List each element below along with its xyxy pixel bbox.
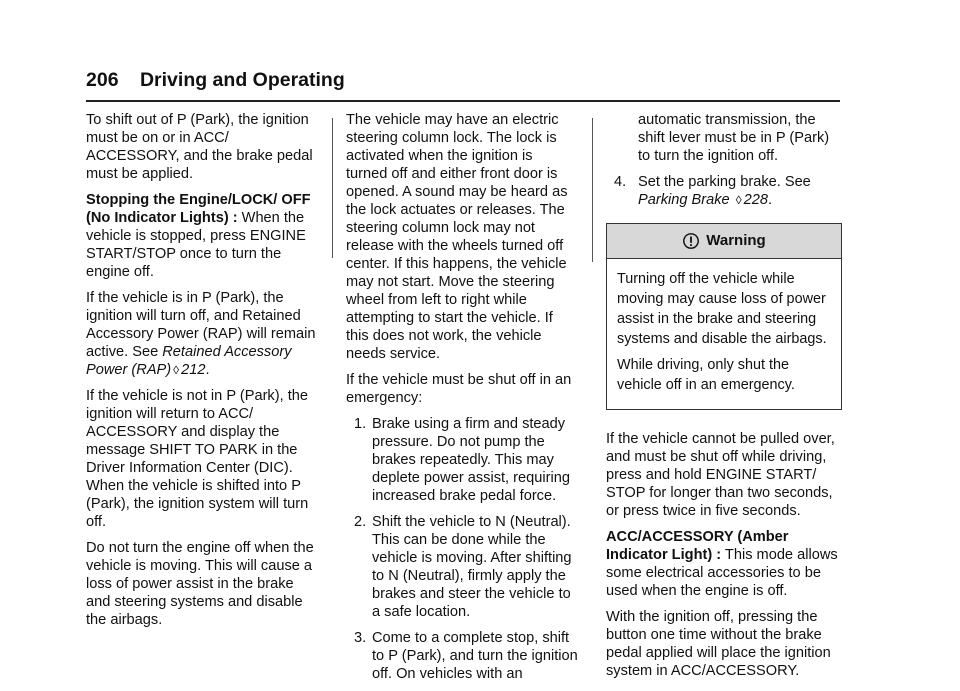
- warning-text: While driving, only shut the vehicle off in an emergency.: [617, 357, 795, 393]
- paragraph: The vehicle may have an electric steering column lock. The lock is activated when the ignition is turned off and either front door is opened. A sound may be heard as the lock actuates or releases. The steering column lock may not release with the wheels turned off center. If this happens, the vehicle may not start. Move the steering wheel from left to right while attempting to start the vehicle. If this does not work, the vehicle needs service.: [346, 112, 568, 362]
- page-reference[interactable]: 212: [181, 362, 206, 378]
- cross-reference-link[interactable]: Retained Accessory Power (RAP): [86, 344, 292, 378]
- warning-header: [607, 224, 841, 259]
- column-divider-1: [332, 118, 333, 258]
- paragraph-text: If the vehicle is in P (Park), the ignition will turn off, and Retained Accessory Power (RAP) will remain active. See: [86, 290, 316, 360]
- list-item: [606, 173, 842, 209]
- list-item: [346, 415, 578, 505]
- warning-box: [606, 223, 842, 410]
- step-text: Come to a complete stop, shift to P (Park), and turn the ignition off. On vehicles with an: [372, 630, 578, 682]
- emergency-steps-list-continued: [606, 173, 842, 209]
- column-divider-2: [592, 118, 593, 262]
- page-ref-icon: ◊: [735, 193, 742, 207]
- warning-icon: [682, 232, 700, 250]
- warning-text: Turning off the vehicle while moving may cause loss of power assist in the brake and steering systems and disable the airbags.: [617, 271, 827, 347]
- paragraph-text: This mode allows some electrical accessories to be used when the engine is off.: [606, 547, 838, 599]
- section-title: Driving and Operating: [139, 69, 345, 91]
- step-text: Brake using a firm and steady pressure. Do not pump the brakes repeatedly. This may deplete power assist, requiring increased brake pedal force.: [372, 416, 570, 504]
- cross-reference-link[interactable]: Parking Brake: [638, 192, 730, 208]
- paragraph: To shift out of P (Park), the ignition must be on or in ACC/ ACCESSORY, and the brake pedal must be applied.: [86, 112, 313, 182]
- page-ref-icon: ◊: [173, 363, 180, 377]
- list-item: [346, 513, 578, 621]
- step-number: 4.: [614, 174, 627, 190]
- paragraph: [86, 289, 318, 379]
- step-number: 1.: [354, 416, 367, 432]
- paragraph-text: When the vehicle is stopped, press ENGINE START/STOP once to turn the engine off.: [86, 210, 306, 280]
- step-text: Shift the vehicle to N (Neutral). This can be done while the vehicle is moving. After shifting to N (Neutral), firmly apply the brakes and steer the vehicle to a safe location.: [372, 514, 572, 620]
- column-3: [606, 111, 842, 688]
- paragraph: [606, 528, 842, 600]
- paragraph: Do not turn the engine off when the vehicle is moving. This will cause a loss of power assist in the brake and steering systems and disable the airbags.: [86, 540, 314, 628]
- paragraph: [86, 191, 318, 281]
- page-header: [86, 69, 345, 92]
- step-number: 2.: [354, 514, 367, 530]
- list-item: [346, 629, 578, 683]
- header-rule: [86, 100, 840, 102]
- step-text: Set the parking brake. See: [638, 174, 811, 190]
- paragraph: If the vehicle must be shut off in an emergency:: [346, 372, 572, 406]
- step-continuation: automatic transmission, the shift lever must be in P (Park) to turn the ignition off.: [638, 112, 830, 164]
- paragraph: With the ignition off, pressing the button one time without the brake pedal applied will place the ignition system in ACC/ACCESSORY.: [606, 609, 831, 679]
- emergency-steps-list: [346, 415, 578, 683]
- punctuation: .: [768, 192, 773, 208]
- subheading: ACC/ACCESSORY (Amber Indicator Light) :: [606, 529, 789, 563]
- step-number: 3.: [354, 630, 367, 646]
- page-reference[interactable]: 228: [743, 192, 769, 208]
- paragraph: If the vehicle cannot be pulled over, and must be shut off while driving, press and hold ENGINE START/ STOP for longer than two seconds, or press twice in five seconds.: [606, 431, 835, 519]
- warning-title: Warning: [706, 232, 766, 249]
- column-1: [86, 111, 318, 637]
- paragraph: If the vehicle is not in P (Park), the ignition will return to ACC/ ACCESSORY and display the message SHIFT TO PARK in the Driver Information Center (DIC). When the vehicle is shifted into P (Park), the ignition system will turn off.: [86, 388, 309, 530]
- page-number: 206: [86, 69, 119, 91]
- punctuation: .: [205, 362, 210, 378]
- warning-body: [607, 259, 841, 409]
- subheading: Stopping the Engine/LOCK/ OFF (No Indicator Lights) :: [86, 192, 311, 226]
- column-2: [346, 111, 578, 691]
